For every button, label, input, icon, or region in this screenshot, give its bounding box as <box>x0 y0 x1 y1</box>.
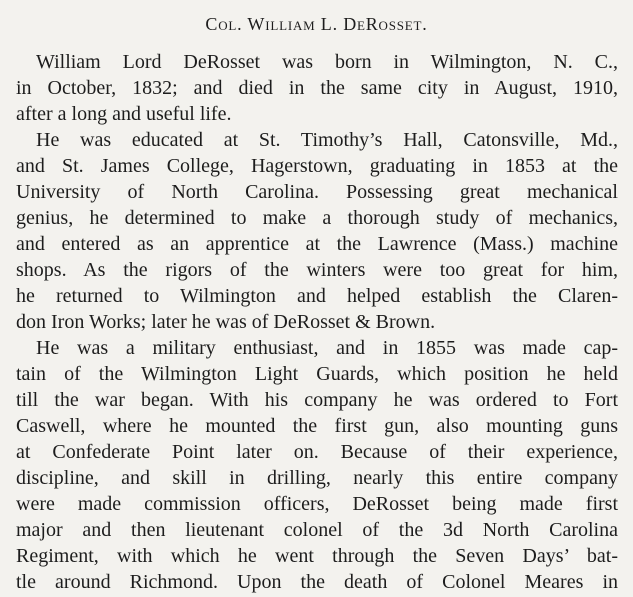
text-line: and entered as an apprentice at the Lawrence (Mass.) machine <box>16 233 618 255</box>
text-line: Regiment, with which he went through the Seven Days’ bat- <box>16 545 618 567</box>
text-line: shops. As the rigors of the winters were too great for him, <box>16 259 618 281</box>
text-line: tain of the Wilmington Light Guards, which position he held <box>16 363 618 385</box>
text-line: after a long and useful life. <box>16 103 232 125</box>
text-line: he returned to Wilmington and helped establish the Claren- <box>16 285 618 307</box>
text-line: till the war began. With his company he was ordered to Fort <box>16 389 618 411</box>
text-line: at Confederate Point later on. Because of their experience, <box>16 441 618 463</box>
text-line: tle around Richmond. Upon the death of Colonel Meares in <box>16 571 618 593</box>
text-line: Caswell, where he mounted the first gun, also mounting guns <box>16 415 618 437</box>
text-line: He was a military enthusiast, and in 1855 was made cap- <box>36 337 618 359</box>
text-line: He was educated at St. Timothy’s Hall, Catonsville, Md., <box>36 129 618 151</box>
text-line: major and then lieutenant colonel of the 3d North Carolina <box>16 519 618 541</box>
text-line: University of North Carolina. Possessing great mechanical <box>16 181 618 203</box>
text-line: don Iron Works; later he was of DeRosset & Brown. <box>16 311 436 333</box>
text-line: were made commission officers, DeRosset being made first <box>16 493 618 515</box>
text-line: and St. James College, Hagerstown, graduating in 1853 at the <box>16 155 618 177</box>
text-line: William Lord DeRosset was born in Wilmington, N. C., <box>36 51 618 73</box>
article-title: Col. William L. DeRosset. <box>205 14 428 34</box>
text-line: in October, 1832; and died in the same city in August, 1910, <box>16 77 618 99</box>
text-line: discipline, and skill in drilling, nearly this entire company <box>16 467 618 489</box>
text-line: genius, he determined to make a thorough study of mechanics, <box>16 207 618 229</box>
